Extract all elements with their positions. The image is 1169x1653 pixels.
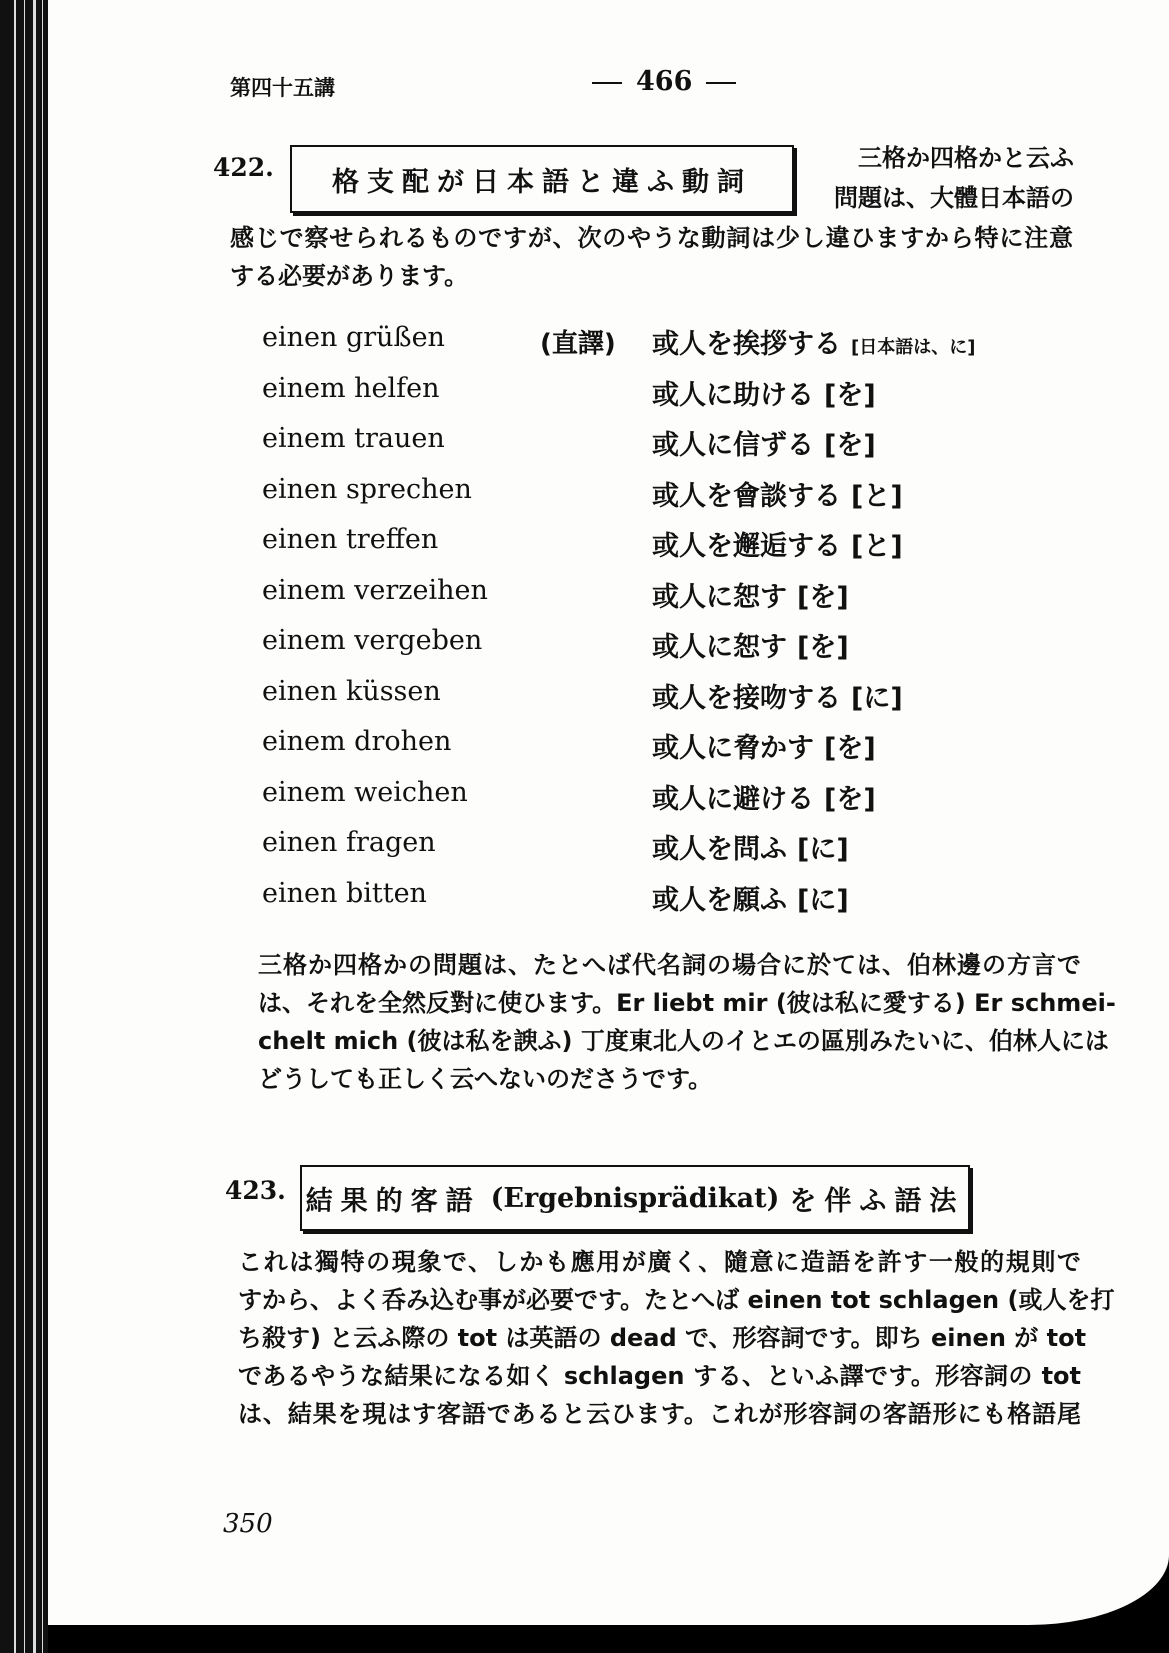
section-423-paragraph (238, 1243, 1115, 1433)
verb-gloss: 或人を接吻する (652, 683, 841, 714)
verb-gloss-row (652, 726, 876, 765)
verb-gloss-row (652, 575, 849, 614)
verb-gloss-row (652, 423, 876, 462)
verb-gloss: 或人に脅かす (652, 733, 814, 764)
verb-german: einen küssen (262, 676, 441, 707)
page-number: 466 (578, 66, 750, 97)
verb-gloss-row (652, 827, 849, 866)
intro-line: する必要があります。 (230, 262, 469, 290)
verb-gloss: 或人を問ふ (652, 834, 787, 865)
verb-german: einem vergeben (262, 625, 483, 656)
case-note: [日本語は、に] (851, 337, 976, 358)
intro-paragraph (230, 219, 1073, 295)
verb-gloss-row (652, 322, 975, 361)
case-note: [を] (797, 632, 849, 663)
section-title-box-423 (300, 1165, 970, 1231)
verb-gloss-row (652, 878, 849, 917)
intro-side-line: 三格か四格かと云ふ (858, 144, 1074, 172)
body-line: ち殺す) と云ふ際の tot は英語の dead で、形容詞です。即ち einen が tot (238, 1324, 1087, 1352)
verb-german: einen bitten (262, 878, 427, 909)
verb-german: einem weichen (262, 777, 468, 808)
note-line: chelt mich (彼は私を諛ふ) 丁度東北人のイとエの區別みたいに、伯林人には (258, 1027, 1109, 1055)
case-note: [を] (797, 582, 849, 613)
intro-line: 感じで察せられるものですが、次のやうな動詞は少し違ひますから特に注意 (230, 224, 1073, 252)
case-note: [を] (824, 380, 876, 411)
verb-german: einem helfen (262, 373, 440, 404)
verb-gloss: 或人に信ずる (652, 430, 814, 461)
verb-german: einen grüßen (262, 322, 445, 353)
case-note: [と] (851, 531, 903, 562)
case-note: [を] (824, 430, 876, 461)
body-line: は、結果を現はす客語であると云ひます。これが形容詞の客語形にも格語尾 (238, 1400, 1081, 1428)
body-line: であるやうな結果になる如く schlagen する、といふ譯です。形容詞の tot (238, 1362, 1081, 1390)
note-line: は、それを全然反對に使ひます。Er liebt mir (彼は私に愛する) Er schmei- (258, 989, 1116, 1017)
verb-gloss: 或人を會談する (652, 481, 841, 512)
section-number-423: 423. (225, 1176, 286, 1205)
section-title-box-422 (290, 145, 794, 213)
verb-gloss: 或人に避ける (652, 784, 814, 815)
verb-gloss: 或人を邂逅する (652, 531, 841, 562)
verb-gloss-row (652, 474, 903, 513)
verb-gloss-row (652, 373, 876, 412)
section-number-422: 422. (213, 153, 274, 182)
intro-side-text (834, 138, 1074, 218)
verb-gloss: 或人に助ける (652, 380, 814, 411)
verb-german: einen sprechen (262, 474, 472, 505)
verb-gloss-row (652, 676, 903, 715)
note-line: どうしても正しく云へないのださうです。 (258, 1065, 713, 1093)
running-header-lecture: 第四十五講 (230, 76, 335, 100)
body-line: すから、よく呑み込む事が必要です。たとへば einen tot schlagen (或人を打 (238, 1286, 1115, 1314)
case-note: [を] (824, 733, 876, 764)
section-title-422: 格支配が日本語と違ふ動詞 (332, 166, 752, 198)
verb-gloss-row (652, 625, 849, 664)
section-title-423-de: (Ergebnisprädikat) (490, 1182, 780, 1214)
case-note: [に] (797, 834, 849, 865)
folio-number: 350 (223, 1509, 273, 1539)
body-line: これは獨特の現象で、しかも應用が廣く、隨意に造語を許す一般的規則で (238, 1248, 1081, 1276)
section-title-423-jp1: 結果的客語 (305, 1185, 481, 1217)
verb-german: einem verzeihen (262, 575, 488, 606)
dialect-note-paragraph (258, 946, 1116, 1098)
literal-translation-label: (直譯) (540, 329, 616, 359)
verb-gloss: 或人を挨拶する (652, 329, 841, 360)
verb-gloss: 或人に恕す (652, 632, 787, 663)
verb-gloss-row (652, 777, 876, 816)
verb-german: einem drohen (262, 726, 452, 757)
verb-german: einem trauen (262, 423, 445, 454)
verb-gloss: 或人を願ふ (652, 885, 787, 916)
intro-side-line: 問題は、大體日本語の (834, 184, 1074, 212)
verb-gloss: 或人に恕す (652, 582, 787, 613)
verb-german: einen treffen (262, 524, 439, 555)
section-title-423-jp2: を伴ふ語法 (789, 1185, 965, 1217)
verb-german: einen fragen (262, 827, 436, 858)
case-note: [に] (851, 683, 903, 714)
note-line: 三格か四格かの問題は、たとへば代名詞の場合に於ては、伯林邊の方言で (258, 951, 1081, 979)
case-note: [を] (824, 784, 876, 815)
verb-gloss-row (652, 524, 903, 563)
case-note: [に] (797, 885, 849, 916)
book-spine (0, 0, 48, 1653)
case-note: [と] (851, 481, 903, 512)
